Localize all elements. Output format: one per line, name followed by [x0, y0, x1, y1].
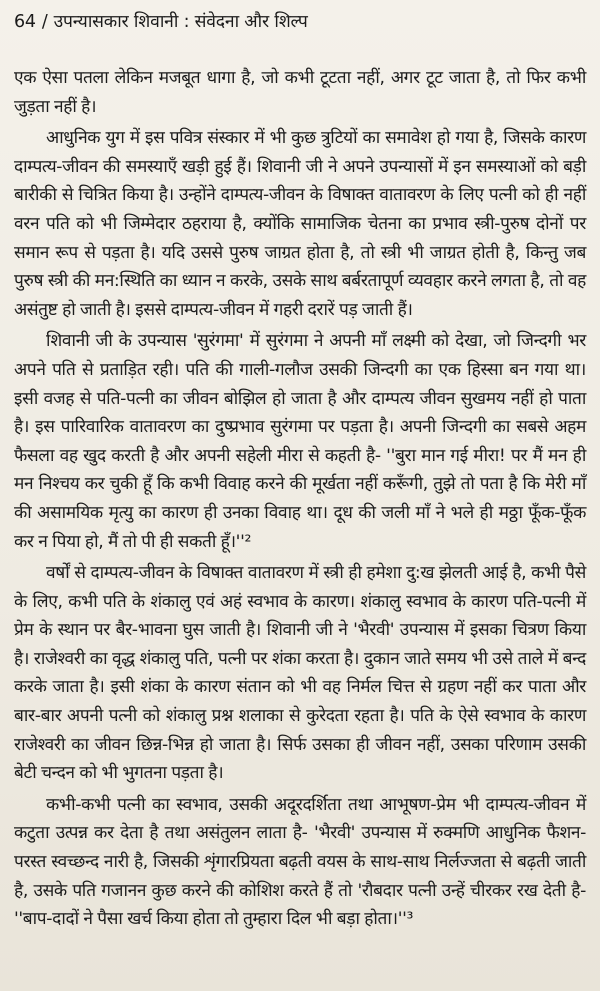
page-number: 64 — [14, 12, 36, 32]
paragraph: शिवानी जी के उपन्यास 'सुरंगमा' में सुरंगमा ने अपनी माँ लक्ष्मी को देखा, जो जिन्दगी भर अपने पति से प्रताड़ित रही। पति की गाली-गलौज उसकी जिन्दगी का एक हिस्सा बन गया था। इसी वजह से पति-पत्नी का जीवन बोझिल हो जाता है और दाम्पत्य जीवन सुखमय नहीं हो पाता है। इस पारिवारिक वातावरण का दुष्प्रभाव सुरंगमा पर पड़ता है। अपनी जिन्दगी का सबसे अहम फैसला वह खुद करती है और अपनी सहेली मीरा से कहती है- ''बुरा मान गई मीरा! पर मैं मन ही मन निश्चय कर चुकी हूँ कि कभी विवाह करने की मूर्खता नहीं करूँगी, तुझे तो पता है कि मेरी माँ की असामयिक मृत्यु का कारण ही उनका विवाह था। दूध की जली माँ ने भले ही मठ्ठा फूँक-फूँक कर न पिया हो, मैं तो पी ही सकती हूँ।''² — [14, 331, 586, 552]
paragraph: आधुनिक युग में इस पवित्र संस्कार में भी कुछ त्रुटियों का समावेश हो गया है, जिसके कारण दाम्पत्य-जीवन की समस्याएँ खड़ी हुई हैं। शिवानी जी ने अपने उपन्यासों में इन समस्याओं को बड़ी बारीकी से चित्रित किया है। उन्होंने दाम्पत्य-जीवन के विषाक्त वातावरण के लिए पत्नी को ही नहीं वरन पति को भी जिम्मेदार ठहराया है, क्योंकि सामाजिक चेतना का प्रभाव स्त्री-पुरुष दोनों पर समान रूप से पड़ता है। यदि उससे पुरुष जाग्रत होता है, तो स्त्री भी जाग्रत होती है, किन्तु जब पुरुष स्त्री की मन:स्थिति का ध्यान न करके, उसके साथ बर्बरतापूर्ण व्यवहार करने लगता है, तो वह असंतुष्ट हो जाती है। इससे दाम्पत्य-जीवन में गहरी दरारें पड़ जाती हैं। — [14, 128, 586, 320]
paragraph: एक ऐसा पतला लेकिन मजबूत धागा है, जो कभी टूटता नहीं, अगर टूट जाता है, तो फिर कभी जुड़ता नहीं है। — [14, 68, 586, 117]
page-body — [14, 64, 586, 934]
paragraph: कभी-कभी पत्नी का स्वभाव, उसकी अदूरदर्शिता तथा आभूषण-प्रेम भी दाम्पत्य-जीवन में कटुता उत्पन्न कर देता है तथा असंतुलन लाता है- 'भैरवी' उपन्यास में रुक्मणि आधुनिक फैशन-परस्त स्वच्छन्द नारी है, जिसकी शृंगारप्रियता बढ़ती वयस के साथ-साथ निर्लज्जता से बढ़ती जाती है, उसके पति गजानन कुछ करने की कोशिश करते हैं तो 'रौबदार पत्नी उन्हें चीरकर रख देती है- ''बाप-दादों ने पैसा खर्च किया होता तो तुम्हारा दिल भी बड़ा होता।''³ — [14, 794, 586, 930]
header-separator: / — [41, 12, 48, 32]
paragraph: वर्षों से दाम्पत्य-जीवन के विषाक्त वातावरण में स्त्री ही हमेशा दु:ख झेलती आई है, कभी पैसे के लिए, कभी पति के शंकालु एवं अहं स्वभाव के कारण। शंकालु स्वभाव के कारण पति-पत्नी में प्रेम के स्थान पर बैर-भावना घुस जाती है। शिवानी जी ने 'भैरवी' उपन्यास में इसका चित्रण किया है। राजेश्वरी का वृद्ध शंकालु पति, पत्नी पर शंका करता है। दुकान जाते समय भी उसे ताले में बन्द करके जाता है। इसी शंका के कारण संतान को भी वह निर्मल चित्त से ग्रहण नहीं कर पाता और बार-बार अपनी पत्नी को शंकालु प्रश्न शलाका से कुरेदता रहता है। पति के ऐसे स्वभाव के कारण राजेश्वरी का जीवन छिन्न-भिन्न हो जाता है। सिर्फ उसका ही जीवन नहीं, उसका परिणाम उसकी बेटी चन्दन को भी भुगतना पड़ता है। — [14, 563, 586, 784]
book-title: उपन्यासकार शिवानी : संवेदना और शिल्प — [53, 12, 308, 32]
running-header — [14, 10, 586, 36]
